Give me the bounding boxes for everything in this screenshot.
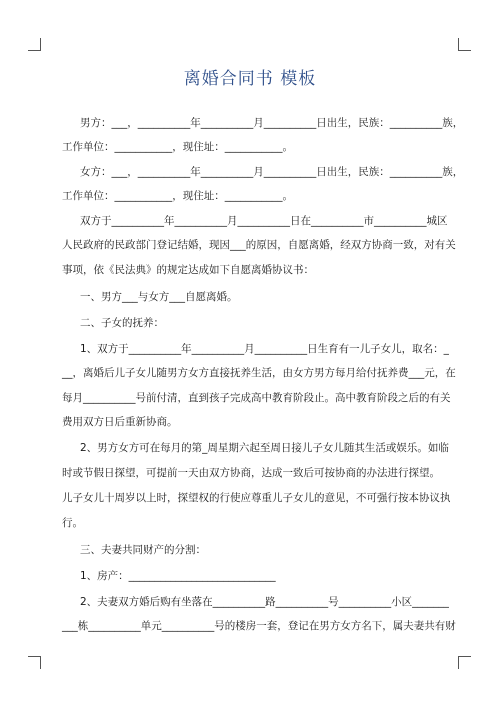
crop-mark-bottom-left (28, 656, 41, 669)
child-support-line: 每月__________号前付清，直到孩子完成高中教育阶段止。高中教育阶段之后的有关 (62, 392, 451, 404)
child-custody-line: __，离婚后儿子女儿随男方女方直接抚养生活，由女方男方每月给付抚养费___元，在 (62, 367, 456, 379)
property-location-line: 2、夫妻双方婚后购有坐落在__________路__________号__________小区_______ (80, 596, 449, 608)
visitation-line-2: 时或节假日探望，可提前一天由双方协商，达成一致后可按协商的办法进行探望。 (62, 467, 440, 479)
crop-mark-bottom-right (458, 656, 471, 669)
female-work-address-line: 工作单位：___________，现住址：___________。 (62, 190, 293, 202)
male-work-address-line: 工作单位：___________，现住址：___________。 (62, 141, 293, 153)
document-title: 离婚合同书 模板 (183, 69, 317, 89)
future-costs-line: 费用双方日后重新协商。 (62, 416, 178, 428)
female-party-line: 女方：___，__________年__________月__________日出生，民族：__________族， (80, 166, 464, 178)
crop-mark-top-left (28, 38, 41, 51)
section-two-heading: 二、子女的抚养： (80, 317, 164, 329)
visitation-line-1: 2、男方女方可在每月的第_周星期六起至周日接儿子女儿随其生活或娱乐。如临 (80, 442, 449, 454)
marriage-date-line: 双方于__________年__________月__________日在__________市__________城区 (80, 215, 448, 227)
visitation-line-3: 儿子女儿十周岁以上时，探望权的行使应尊重儿子女儿的意见，不可强行按本协议执 (62, 492, 451, 504)
property-house-line: 1、房产：____________________________ (80, 570, 276, 582)
section-three-heading: 三、夫妻共同财产的分割： (80, 544, 206, 556)
male-party-line: 男方：___，__________年__________月__________日出生，民族：__________族， (80, 117, 464, 129)
crop-mark-top-right (458, 38, 471, 51)
visitation-line-4: 行。 (62, 517, 83, 529)
civil-code-line: 事项，依《民法典》的规定达成如下自愿离婚协议书： (62, 264, 314, 276)
child-birth-line: 1、双方于__________年__________月__________日生育有一儿子女儿，取名：_ (80, 343, 449, 355)
property-registration-line: ___栋__________单元__________号的楼房一套，登记在男方女方名下，属夫妻共有财 (62, 620, 456, 632)
section-one-line: 一、男方___与女方___自愿离婚。 (80, 291, 238, 303)
marriage-registry-line: 人民政府的民政部门登记结婚，现因___的原因，自愿离婚，经双方协商一致，对有关 (62, 239, 456, 251)
